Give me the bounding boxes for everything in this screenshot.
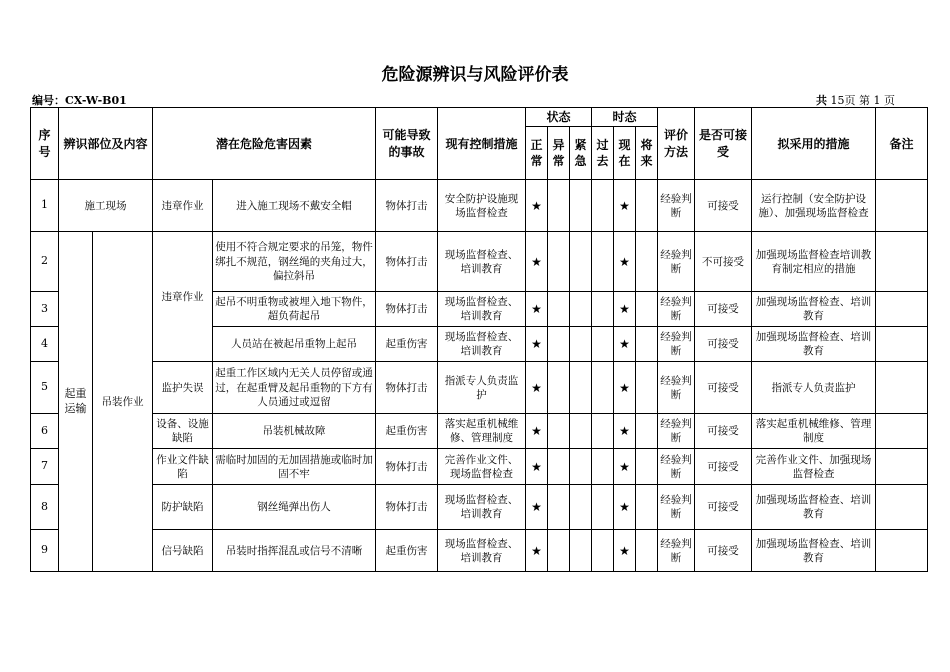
row-present-mark: ★ [614,362,636,414]
row-emergency-mark [570,327,592,362]
row-future-mark [636,449,658,485]
row-abnormal-mark [548,292,570,327]
row-seq: 8 [31,485,59,530]
row-control: 完善作业文件、现场监督检查 [438,449,526,485]
row-seq: 3 [31,292,59,327]
row-abnormal-mark [548,530,570,572]
row-present-mark: ★ [614,485,636,530]
header-remarks: 备注 [876,108,928,180]
row-method: 经验判断 [658,232,695,292]
row-past-mark [592,180,614,232]
row-detail: 人员站在被起吊重物上起吊 [213,327,376,362]
row-seq: 9 [31,530,59,572]
row-method: 经验判断 [658,292,695,327]
row-control: 现场监督检查、培训教育 [438,292,526,327]
header-control: 现有控制措施 [438,108,526,180]
row-emergency-mark [570,530,592,572]
row-acceptable: 可接受 [695,414,752,449]
row-remarks [876,530,928,572]
row-normal-mark: ★ [526,232,548,292]
row-accident: 起重伤害 [376,327,438,362]
header-seq: 序号 [31,108,59,180]
row-method: 经验判断 [658,414,695,449]
row-measures: 加强现场监督检查、培训教育 [752,530,876,572]
table-row [31,485,928,530]
row-normal-mark: ★ [526,414,548,449]
row-future-mark [636,292,658,327]
row-acceptable: 可接受 [695,485,752,530]
table-row [31,180,928,232]
risk-assessment-table [30,107,928,572]
row-acceptable: 可接受 [695,327,752,362]
header-state-normal: 正常 [526,127,548,180]
row-emergency-mark [570,292,592,327]
row-seq: 1 [31,180,59,232]
row-past-mark [592,327,614,362]
row-control: 现场监督检查、培训教育 [438,485,526,530]
row-method: 经验判断 [658,327,695,362]
total-suffix: 页 [844,94,856,107]
row-detail: 钢丝绳弹出伤人 [213,485,376,530]
header-method: 评价方法 [658,108,695,180]
header-tense-past: 过去 [592,127,614,180]
row-measures: 加强现场监督检查、培训教育 [752,485,876,530]
row-abnormal-mark [548,180,570,232]
row-abnormal-mark [548,362,570,414]
row-acceptable: 可接受 [695,530,752,572]
row-measures: 加强现场监督检查、培训教育 [752,327,876,362]
row-normal-mark: ★ [526,362,548,414]
row-detail: 进入施工现场不戴安全帽 [213,180,376,232]
row-acceptable: 可接受 [695,449,752,485]
row-accident: 物体打击 [376,449,438,485]
table-row [31,362,928,414]
group-lifting-work: 吊装作业 [93,232,153,572]
row-present-mark: ★ [614,449,636,485]
header-measures: 拟采用的措施 [752,108,876,180]
row-future-mark [636,180,658,232]
row-future-mark [636,485,658,530]
header-hazard: 潜在危险危害因素 [153,108,376,180]
row-emergency-mark [570,449,592,485]
row-emergency-mark [570,362,592,414]
row-control: 落实起重机械维修、管理制度 [438,414,526,449]
row-category: 监护失误 [153,362,213,414]
row-method: 经验判断 [658,485,695,530]
row-past-mark [592,485,614,530]
row-future-mark [636,362,658,414]
row-detail: 吊装时指挥混乱或信号不清晰 [213,530,376,572]
row-future-mark [636,327,658,362]
row-abnormal-mark [548,449,570,485]
row-category: 信号缺陷 [153,530,213,572]
row-future-mark [636,530,658,572]
header-tense-future: 将来 [636,127,658,180]
row-measures: 加强现场监督检查、培训教育 [752,292,876,327]
row-present-mark: ★ [614,180,636,232]
table-row [31,414,928,449]
row-accident: 物体打击 [376,362,438,414]
row-seq: 5 [31,362,59,414]
row-method: 经验判断 [658,362,695,414]
row-normal-mark: ★ [526,292,548,327]
row-method: 经验判断 [658,530,695,572]
row-measures: 落实起重机械维修、管理制度 [752,414,876,449]
row-seq: 4 [31,327,59,362]
table-row [31,232,928,292]
current-page: 第 1 页 [859,94,895,107]
row-measures: 指派专人负责监护 [752,362,876,414]
row-future-mark [636,414,658,449]
row-remarks [876,414,928,449]
row-category: 违章作业 [153,232,213,362]
row-normal-mark: ★ [526,449,548,485]
header-state: 状态 [526,108,592,127]
row-past-mark [592,449,614,485]
row-acceptable: 可接受 [695,292,752,327]
row-remarks [876,292,928,327]
row-remarks [876,362,928,414]
row-accident: 物体打击 [376,232,438,292]
row-control: 安全防护设施现场监督检查 [438,180,526,232]
header-row-1 [31,108,928,127]
table-row [31,449,928,485]
row-normal-mark: ★ [526,180,548,232]
row-control: 现场监督检查、培训教育 [438,232,526,292]
row-future-mark [636,232,658,292]
row-accident: 起重伤害 [376,414,438,449]
row-acceptable: 不可接受 [695,232,752,292]
row-measures: 完善作业文件、加强现场监督检查 [752,449,876,485]
row-past-mark [592,232,614,292]
row-present-mark: ★ [614,327,636,362]
row-acceptable: 可接受 [695,180,752,232]
doc-number: 编号：CX-W-B01 [32,94,127,107]
row-measures: 运行控制（安全防护设施）、加强现场监督检查 [752,180,876,232]
row-remarks [876,327,928,362]
row-emergency-mark [570,232,592,292]
total-prefix: 共 [816,94,827,107]
header-location: 辨识部位及内容 [59,108,153,180]
header-tense-present: 现在 [614,127,636,180]
row-normal-mark: ★ [526,327,548,362]
page-title: 危险源辨识与风险评价表 [381,65,569,85]
row-detail: 吊装机械故障 [213,414,376,449]
total-pages: 15 [830,94,845,107]
row-present-mark: ★ [614,530,636,572]
row-abnormal-mark [548,327,570,362]
header-tense: 时态 [592,108,658,127]
row-accident: 物体打击 [376,292,438,327]
row-method: 经验判断 [658,449,695,485]
group-crane-transport: 起重运输 [59,232,93,572]
row-normal-mark: ★ [526,485,548,530]
row-remarks [876,485,928,530]
row-past-mark [592,362,614,414]
row-seq: 2 [31,232,59,292]
row-past-mark [592,530,614,572]
row-control: 指派专人负责监护 [438,362,526,414]
row-remarks [876,180,928,232]
header-state-abnormal: 异常 [548,127,570,180]
row-method: 经验判断 [658,180,695,232]
row-abnormal-mark [548,485,570,530]
row-detail: 起吊不明重物或被埋入地下物件，超负荷起吊 [213,292,376,327]
row-category: 违章作业 [153,180,213,232]
row-present-mark: ★ [614,414,636,449]
header-accident: 可能导致的事故 [376,108,438,180]
row-past-mark [592,292,614,327]
row-measures: 加强现场监督检查培训教育制定相应的措施 [752,232,876,292]
row-location: 施工现场 [59,180,153,232]
row-accident: 物体打击 [376,180,438,232]
row-acceptable: 可接受 [695,362,752,414]
row-detail: 需临时加固的无加固措施或临时加固不牢 [213,449,376,485]
row-seq: 7 [31,449,59,485]
row-accident: 物体打击 [376,485,438,530]
row-detail: 起重工作区域内无关人员停留或通过，在起重臂及起吊重物的下方有人员通过或逗留 [213,362,376,414]
row-seq: 6 [31,414,59,449]
row-control: 现场监督检查、培训教育 [438,530,526,572]
row-abnormal-mark [548,232,570,292]
row-remarks [876,232,928,292]
row-present-mark: ★ [614,232,636,292]
row-emergency-mark [570,414,592,449]
page-indicator [816,92,895,108]
row-remarks [876,449,928,485]
row-control: 现场监督检查、培训教育 [438,327,526,362]
row-category: 设备、设施缺陷 [153,414,213,449]
row-emergency-mark [570,485,592,530]
row-past-mark [592,414,614,449]
header-acceptable: 是否可接受 [695,108,752,180]
row-detail: 使用不符合规定要求的吊笼，物件绑扎不规范，钢丝绳的夹角过大，偏拉斜吊 [213,232,376,292]
row-abnormal-mark [548,414,570,449]
header-state-emergency: 紧急 [570,127,592,180]
row-present-mark: ★ [614,292,636,327]
row-category: 防护缺陷 [153,485,213,530]
row-accident: 起重伤害 [376,530,438,572]
row-emergency-mark [570,180,592,232]
row-normal-mark: ★ [526,530,548,572]
table-row [31,530,928,572]
row-category: 作业文件缺陷 [153,449,213,485]
